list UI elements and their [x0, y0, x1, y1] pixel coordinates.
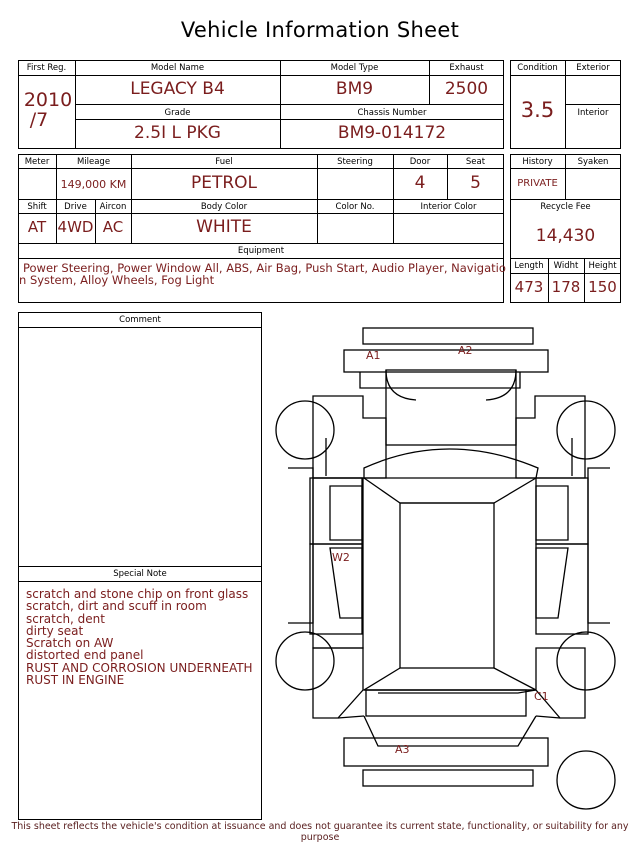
- special-note-item: scratch, dirt and scuff in room: [26, 599, 207, 614]
- chassis-number-label: Chassis Number: [357, 108, 427, 118]
- door-label: Door: [409, 157, 431, 167]
- first-reg-label: First Reg.: [26, 63, 67, 73]
- fuel-label: Fuel: [215, 157, 233, 167]
- special-note-item: scratch, dent: [26, 611, 105, 626]
- special-note-item: Scratch on AW: [26, 636, 114, 651]
- left-front-window: [330, 486, 362, 540]
- height-label: Height: [588, 261, 617, 271]
- spare-wheel: [557, 751, 615, 809]
- hood-right-curve: [486, 370, 516, 400]
- front-bumper: [363, 328, 533, 344]
- special-note-label: Special Note: [113, 569, 167, 579]
- body-color-value: WHITE: [196, 217, 252, 237]
- model-name-label: Model Name: [150, 63, 205, 73]
- grade-label: Grade: [164, 108, 191, 118]
- damage-mark-a1: A1: [366, 349, 381, 362]
- right-front-door: [536, 478, 588, 544]
- equipment-line-2: n System, Alloy Wheels, Fog Light: [19, 273, 215, 287]
- drive-label: Drive: [64, 202, 87, 212]
- right-front-fender: [516, 396, 585, 478]
- hood: [386, 370, 516, 445]
- seat-label: Seat: [465, 157, 486, 167]
- sheet-title: Vehicle Information Sheet: [180, 18, 460, 42]
- rear-bumper-lower: [363, 770, 533, 786]
- model-name-value: LEGACY B4: [130, 79, 225, 99]
- first-reg-month: /7: [29, 109, 49, 131]
- left-pillar: [288, 468, 313, 623]
- fuel-value: PETROL: [190, 173, 258, 193]
- aircon-label: Aircon: [99, 202, 127, 212]
- interior-color-label: Interior Color: [420, 202, 477, 212]
- width-value: 178: [551, 278, 581, 296]
- color-no-label: Color No.: [335, 202, 375, 212]
- shift-value: AT: [27, 218, 47, 236]
- length-label: Length: [514, 261, 544, 271]
- body-color-label: Body Color: [200, 202, 248, 212]
- model-type-label: Model Type: [330, 63, 379, 73]
- interior-label: Interior: [577, 108, 609, 118]
- disclaimer-footer: This sheet reflects the vehicle's condition at issuance and does not guarantee its current state, functionality, or suitability for any purpose: [11, 821, 629, 843]
- special-note-item: scratch and stone chip on front glass: [26, 587, 249, 601]
- width-label: Widht: [553, 261, 579, 271]
- right-pillar: [588, 468, 610, 623]
- special-note-item: RUST AND CORROSION UNDERNEATH: [26, 660, 253, 675]
- grade-value: 2.5I L PKG: [134, 123, 221, 143]
- roof-rear: [364, 668, 536, 690]
- car-damage-diagram: [268, 318, 630, 818]
- exterior-label: Exterior: [576, 63, 610, 73]
- trunk-lid: [364, 716, 536, 746]
- right-front-window: [536, 486, 568, 540]
- hood-left-curve: [386, 370, 416, 400]
- recycle-fee-label: Recycle Fee: [540, 202, 591, 212]
- special-note-item: distorted end panel: [26, 648, 144, 663]
- steering-label: Steering: [337, 157, 373, 167]
- windshield: [364, 449, 538, 478]
- chassis-number-value: BM9-014172: [337, 123, 447, 143]
- meter-label: Meter: [24, 157, 50, 167]
- exhaust-value: 2500: [444, 79, 489, 99]
- damage-mark-c1: C1: [534, 690, 549, 703]
- history-label: History: [522, 157, 553, 167]
- shift-label: Shift: [27, 202, 47, 212]
- right-rear-quarter: [536, 648, 585, 718]
- length-value: 473: [514, 278, 544, 296]
- special-notes-list: [26, 588, 253, 686]
- door-value: 4: [414, 173, 426, 193]
- damage-mark-w2: W2: [332, 551, 350, 564]
- left-front-door: [310, 478, 362, 544]
- comment-label: Comment: [119, 315, 161, 325]
- aircon-value: AC: [102, 218, 124, 236]
- special-note-item: dirty seat: [26, 623, 84, 638]
- condition-label: Condition: [517, 63, 558, 73]
- syaken-label: Syaken: [577, 157, 609, 167]
- right-rear-window: [536, 548, 568, 618]
- special-note-item: RUST IN ENGINE: [26, 673, 125, 688]
- right-rear-wheel: [557, 632, 615, 690]
- height-value: 150: [588, 278, 617, 296]
- equipment-line-1: Power Steering, Power Window All, ABS, Air Bag, Push Start, Audio Player, Navigatio: [23, 261, 506, 275]
- damage-mark-a2: A2: [458, 344, 473, 357]
- left-front-wheel: [276, 401, 334, 459]
- equipment-label: Equipment: [237, 246, 285, 256]
- rear-bumper: [344, 738, 548, 766]
- right-front-wheel: [557, 401, 615, 459]
- seat-value: 5: [470, 173, 481, 193]
- recycle-fee-value: 14,430: [535, 226, 596, 246]
- drive-value: 4WD: [57, 218, 94, 236]
- condition-value: 3.5: [520, 98, 555, 122]
- roof-front: [364, 478, 536, 503]
- model-type-value: BM9: [335, 79, 374, 99]
- mileage-label: Mileage: [76, 157, 111, 167]
- trunk: [366, 690, 526, 716]
- roof: [400, 503, 494, 668]
- hood-outline: [360, 372, 520, 388]
- left-rear-wheel: [276, 632, 334, 690]
- left-rear-quarter: [313, 648, 363, 718]
- damage-mark-a3: A3: [395, 743, 410, 756]
- mileage-value: 149,000 KM: [60, 178, 127, 191]
- first-reg-year: 2010: [23, 89, 73, 111]
- exhaust-label: Exhaust: [449, 63, 484, 73]
- history-value: PRIVATE: [517, 178, 558, 189]
